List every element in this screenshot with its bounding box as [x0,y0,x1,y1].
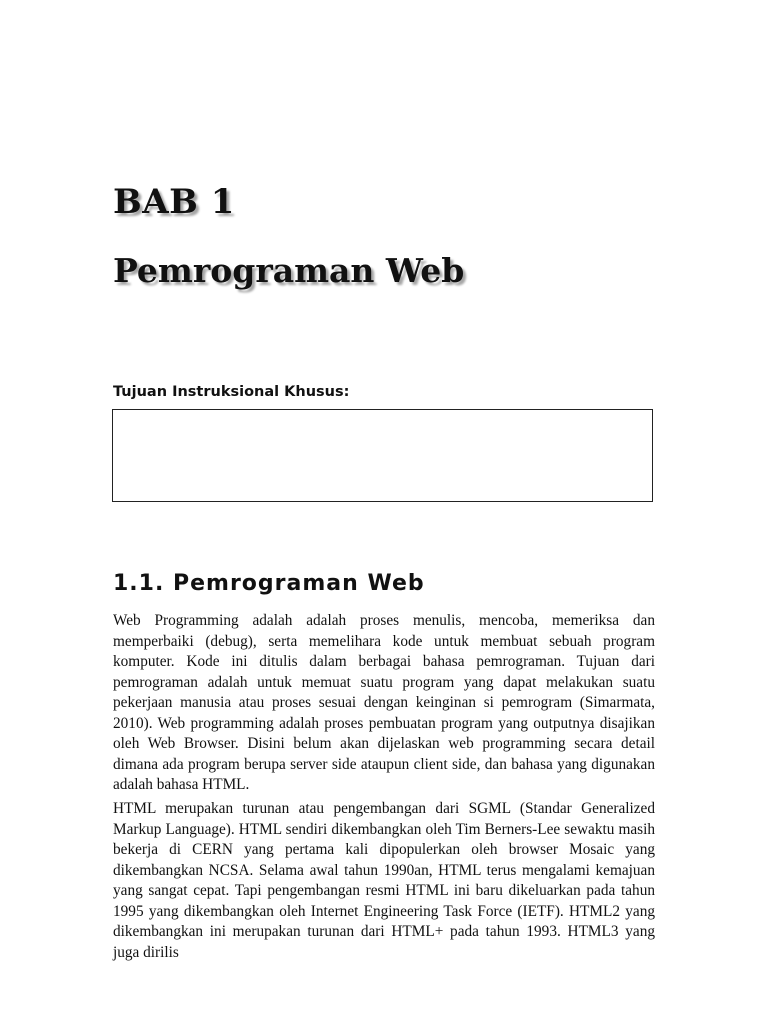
objectives-box [112,409,653,502]
chapter-title: Pemrograman Web [113,251,465,290]
section-title: 1.1. Pemrograman Web [113,571,425,596]
objectives-heading: Tujuan Instruksional Khusus: [113,384,350,400]
body-paragraph-2: HTML merupakan turunan atau pengembangan dari SGML (Standar Generalized Markup Language). HTML sendiri dikembangkan oleh Tim Berners-Lee sewaktu masih bekerja di CERN yang pertama kali dipopulerkan oleh browser Mosaic yang dikembangkan NCSA. Selama awal tahun 1990an, HTML terus mengalami kemajuan yang sangat cepat. Tapi pengembangan resmi HTML ini baru dikeluarkan pada tahun 1995 yang dikembangkan oleh Internet Engineering Task Force (IETF). HTML2 yang dikembangkan ini merupakan turunan dari HTML+ pada tahun 1993. HTML3 yang juga dirilis [113,800,655,961]
body-paragraph-1: Web Programming adalah adalah proses menulis, mencoba, memeriksa dan memperbaiki (debug), serta memelihara kode untuk membuat sebuah program komputer. Kode ini ditulis dalam berbagai bahasa pemrograman. Tujuan dari pemrograman adalah untuk memuat suatu program yang dapat melakukan suatu pekerjaan manusia atau proses sesuai dengan keinginan si pemrogram (Simarmata, 2010). Web programming adalah proses pembuatan program yang outputnya disajikan oleh Web Browser. Disini belum akan dijelaskan web programming secara detail dimana ada program berupa server side ataupun client side, dan bahasa yang digunakan adalah bahasa HTML. [113,612,655,793]
chapter-label: BAB 1 [113,182,235,222]
